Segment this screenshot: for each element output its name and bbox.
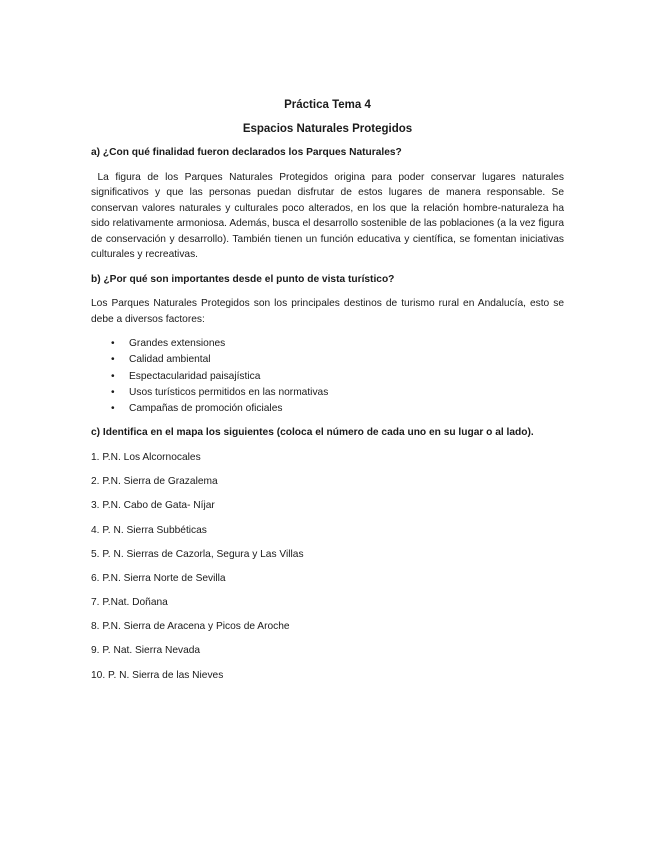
factor-text: Usos turísticos permitidos en las normativas bbox=[129, 386, 329, 398]
answer-b: Los Parques Naturales Protegidos son los principales destinos de turismo rural en Andalucía, esto se debe a diversos factores: bbox=[91, 298, 564, 325]
document-subtitle: Espacios Naturales Protegidos bbox=[242, 122, 413, 135]
list-item: 8. P.N. Sierra de Aracena y Picos de Aroche bbox=[91, 621, 290, 633]
factor-text: Campañas de promoción oficiales bbox=[129, 403, 283, 415]
question-a: a) ¿Con qué finalidad fueron declarados los Parques Naturales? bbox=[91, 147, 402, 158]
list-item bbox=[91, 352, 564, 368]
factor-text: Calidad ambiental bbox=[129, 354, 211, 366]
list-item bbox=[91, 369, 564, 385]
document-page bbox=[91, 98, 567, 692]
list-item: 1. P.N. Los Alcornocales bbox=[91, 451, 201, 463]
bullet-icon: • bbox=[111, 338, 115, 349]
factor-text: Grandes extensiones bbox=[129, 338, 226, 349]
section-c bbox=[91, 425, 564, 682]
section-b bbox=[91, 272, 564, 418]
parks-list bbox=[91, 450, 564, 683]
list-item: 6. P.N. Sierra Norte de Sevilla bbox=[91, 572, 226, 584]
list-item: 4. P. N. Sierra Subbéticas bbox=[91, 524, 207, 536]
question-c: c) Identifica en el mapa los siguientes (coloca el número de cada uno en su lugar o al lado). bbox=[91, 427, 534, 439]
section-a bbox=[91, 145, 567, 263]
list-item: 3. P.N. Cabo de Gata- Níjar bbox=[91, 500, 215, 512]
list-item: 5. P. N. Sierras de Cazorla, Segura y Las Villas bbox=[91, 548, 304, 560]
list-item: 9. P. Nat. Sierra Nevada bbox=[91, 645, 201, 657]
bullet-icon: • bbox=[111, 386, 115, 398]
list-item: 7. P.Nat. Doñana bbox=[91, 597, 168, 609]
bullet-icon: • bbox=[111, 370, 115, 382]
bullet-icon: • bbox=[111, 403, 115, 415]
list-item bbox=[91, 385, 564, 401]
bullet-icon: • bbox=[111, 354, 115, 366]
question-b: b) ¿Por qué son importantes desde el punto de vista turístico? bbox=[91, 273, 395, 285]
factor-text: Espectacularidad paisajística bbox=[129, 370, 261, 382]
list-item bbox=[91, 401, 564, 417]
factors-list bbox=[91, 336, 564, 417]
list-item: 10. P. N. Sierra de las Nieves bbox=[91, 669, 224, 681]
document-title: Práctica Tema 4 bbox=[284, 99, 371, 111]
answer-a: La figura de los Parques Naturales Protegidos origina para poder conservar lugares naturales significativos y que las personas puedan disfrutar de estos lugares de manera responsable. Se conservan valores naturales y culturales poco alterados, en los que la relación hombre-naturaleza ha sido relativamente armoniosa. Además, busca el desarrollo sostenible de las poblaciones (a la vez figura de conservación y desarrollo). También tienen un función educativa y científica, se fomentan iniciativas culturales y recreativas. bbox=[91, 171, 567, 260]
list-item bbox=[91, 336, 564, 352]
list-item: 2. P.N. Sierra de Grazalema bbox=[91, 476, 218, 488]
